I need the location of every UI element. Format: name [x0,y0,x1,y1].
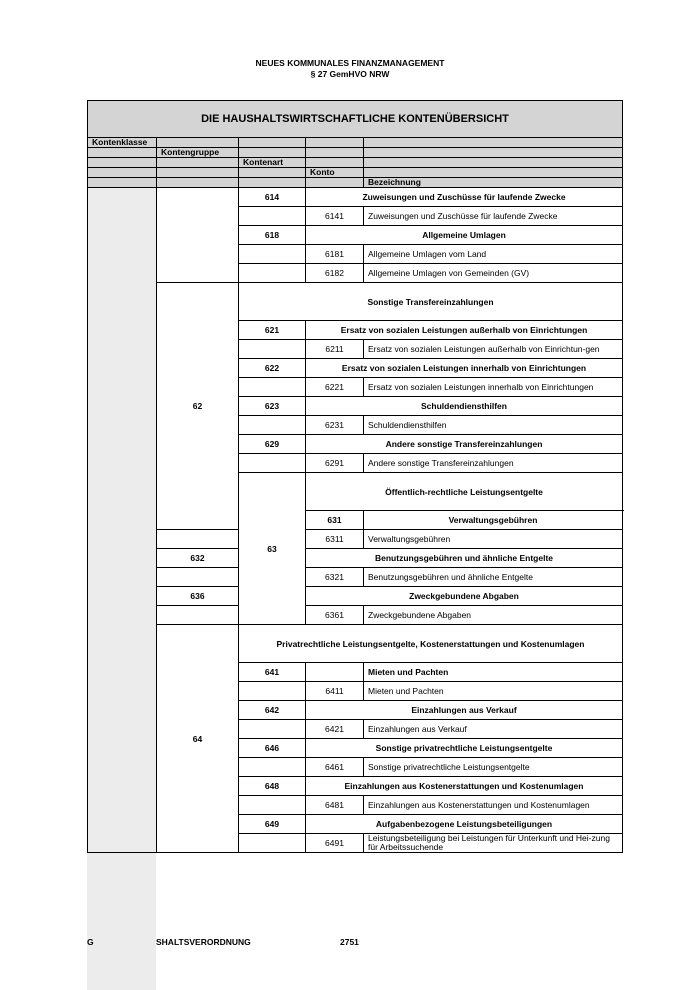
konto-label: Leistungsbeteiligung bei Leistungen für Unterkunft und Hei-zung für Arbeitssuchende [364,834,623,853]
konto-number: 6211 [306,340,364,359]
table-row: 621 [239,321,306,340]
table-row: 629 [239,435,306,454]
konto-label: Benutzungsgebühren und ähnliche Entgelte [364,568,623,587]
table-row: 636 [157,587,239,606]
col-kontengruppe: Kontengruppe [157,148,239,158]
table-row: 623 [239,397,306,416]
konto-number: 6421 [306,720,364,739]
table-row: 649 [239,815,306,834]
kontenart-label: Benutzungsgebühren und ähnliche Entgelte [306,549,623,568]
konto-label: Mieten und Pachten [364,682,623,701]
konto-label: Einzahlungen aus Kostenerstattungen und Kostenumlagen [364,796,623,815]
konto-number: 6411 [306,682,364,701]
konto-label: Ersatz von sozialen Leistungen außerhalb von Einrichtun-gen [364,340,623,359]
table-row: 646 [239,739,306,758]
kontenart-label: Einzahlungen aus Verkauf [306,701,623,720]
table-row: 641 [239,663,306,682]
table-row: 614 [239,188,306,207]
konto-label: Sonstige privatrechtliche Leistungsentgelte [364,758,623,777]
table-title: DIE HAUSHALTSWIRTSCHAFTLICHE KONTENÜBERSICHT [88,101,623,138]
gruppe-61-cell [157,188,239,283]
kontengruppe-number: 62 [157,283,239,530]
kontenart-label: Ersatz von sozialen Leistungen innerhalb von Einrichtungen [306,359,623,378]
konto-number: 6481 [306,796,364,815]
konto-number: 6231 [306,416,364,435]
konto-label: Allgemeine Umlagen von Gemeinden (GV) [364,264,623,283]
kontenart-label: Schuldendiensthilfen [306,397,623,416]
col-konto: Konto [306,168,364,178]
footer-left: G [87,937,94,947]
konto-label: Schuldendiensthilfen [364,416,623,435]
col-kontenart: Kontenart [239,158,306,168]
konten-table [87,100,623,853]
kontenart-label: Aufgabenbezogene Leistungsbeteiligungen [306,815,623,834]
kontenart-label: Sonstige privatrechtliche Leistungsentgelte [306,739,623,758]
konto-label: Ersatz von sozialen Leistungen innerhalb von Einrichtungen [364,378,623,397]
table-row: 622 [239,359,306,378]
table-row: 632 [157,549,239,568]
kontenart-label: Mieten und Pachten [364,663,623,682]
konto-number: 6141 [306,207,364,226]
table-row: 642 [239,701,306,720]
konto-number: 6291 [306,454,364,473]
kontengruppe-label: Sonstige Transfereinzahlungen [239,283,623,321]
header-line-2: § 27 GemHVO NRW [310,69,390,79]
footer-title: SHALTSVERORDNUNG [156,937,251,947]
konto-number: 6221 [306,378,364,397]
table-row: 648 [239,777,306,796]
kontenart-label: Allgemeine Umlagen [306,226,623,245]
kontenart-label: Verwaltungsgebühren [364,511,623,530]
kontenart-label: Zuweisungen und Zuschüsse für laufende Zwecke [306,188,623,207]
konto-number: 6321 [306,568,364,587]
konto-number: 6361 [306,606,364,625]
konto-label: Verwaltungsgebühren [364,530,623,549]
konto-number: 6311 [306,530,364,549]
table-row: 618 [239,226,306,245]
kontengruppe-label: Öffentlich-rechtliche Leistungsentgelte [306,473,623,511]
col-bezeichnung: Bezeichnung [364,178,623,188]
kontengruppe-number: 63 [239,473,306,625]
kontenart-label: Zweckgebundene Abgaben [306,587,623,606]
table-row: 631 [306,511,364,530]
kontenart-label: Andere sonstige Transfereinzahlungen [306,435,623,454]
konto-label: Zuweisungen und Zuschüsse für laufende Zwecke [364,207,623,226]
kontengruppe-number: 64 [157,625,239,853]
page-number: 2751 [340,937,359,947]
kontengruppe-label: Privatrechtliche Leistungsentgelte, Kostenerstattungen und Kostenumlagen [239,625,623,663]
konto-number: 6461 [306,758,364,777]
konto-label: Andere sonstige Transfereinzahlungen [364,454,623,473]
konto-number: 6182 [306,264,364,283]
konto-label: Zweckgebundene Abgaben [364,606,623,625]
kontenart-label: Ersatz von sozialen Leistungen außerhalb von Einrichtungen [306,321,623,340]
konto-number: 6491 [306,834,364,853]
konto-number: 6181 [306,245,364,264]
konto-label: Einzahlungen aus Verkauf [364,720,623,739]
col-kontenklasse: Kontenklasse [88,138,157,148]
kontenklasse-cell [88,188,157,853]
konto-label: Allgemeine Umlagen vom Land [364,245,623,264]
header-line-1: NEUES KOMMUNALES FINANZMANAGEMENT [255,58,445,68]
kontenart-label: Einzahlungen aus Kostenerstattungen und Kostenumlagen [306,777,623,796]
